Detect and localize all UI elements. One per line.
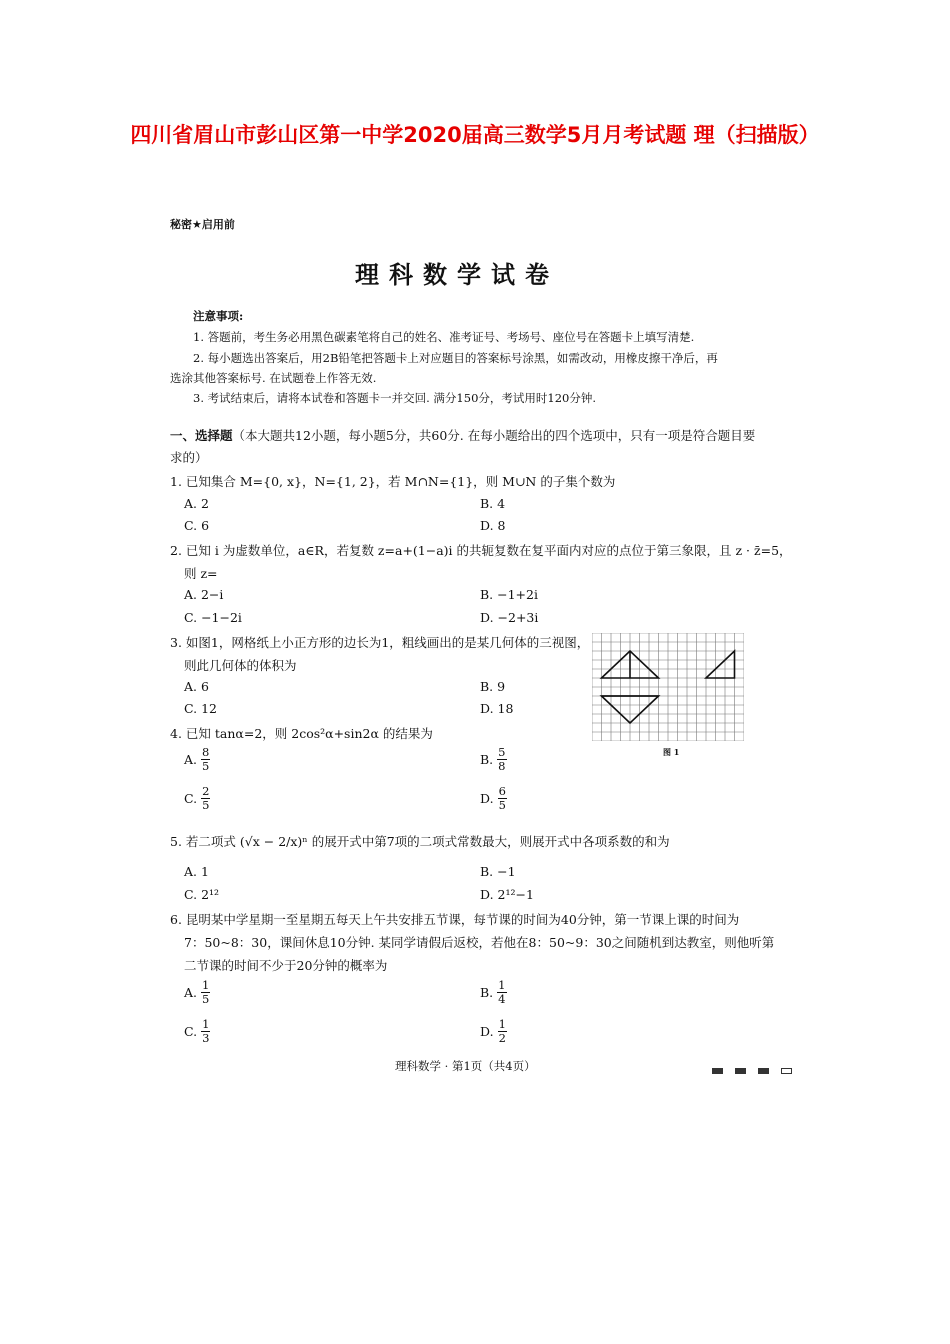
q6-option-a-num: 1 [202,978,210,992]
section1-desc-cont: 求的） [170,450,208,465]
grid-lines [592,633,744,741]
notice-heading: 注意事项: [193,309,244,323]
hollow-square-icon [781,1068,792,1074]
q4-option-b-den: 8 [498,759,506,773]
notice-item-2-cont: 选涂其他答案标号. 在试题卷上作答无效. [170,371,377,385]
q6-option-d [480,1018,507,1045]
q1-stem: 1. 已知集合 M={0, x}，N={1, 2}，若 M∩N={1}，则 M∪N 的子集个数为 [170,474,616,489]
q6-option-d-letter: D. [480,1024,494,1039]
q4-option-c-letter: C. [184,791,198,806]
q3-stem: 3. 如图1，网格纸上小正方形的边长为1，粗线画出的是某几何体的三视图， [170,635,590,650]
q2-stem-cont: 则 z= [184,566,218,581]
section1-title [170,426,755,444]
q6-option-a-den: 5 [202,992,210,1006]
q2-stem: 2. 已知 i 为虚数单位，a∈R，若复数 z=a+(1−a)i 的共轭复数在复平面内对应的点位于第三象限，且 z · z̄=5， [170,543,792,558]
q5-binomial-expression: (√x − 2/x)ⁿ [239,834,308,849]
q4-option-a-den: 5 [202,759,210,773]
filled-square-icon [735,1068,746,1074]
q2-option-b: B. −1+2i [480,587,538,602]
q3-option-a: A. 6 [184,679,209,694]
q5-option-a: A. 1 [184,864,209,879]
q6-option-b [480,979,507,1006]
q6-option-b-fraction [497,979,506,1006]
q6-option-b-letter: B. [480,985,494,1000]
notice-item-2: 2. 每小题选出答案后，用2B铅笔把答题卡上对应题目的答案标号涂黑，如需改动，用橡皮擦干净后，再 [193,351,718,365]
q4-option-b-letter: B. [480,752,494,767]
q4-stem: 4. 已知 tanα=2，则 2cos²α+sin2α 的结果为 [170,726,433,741]
q1-option-c: C. 6 [184,518,210,533]
q3-option-b: B. 9 [480,679,506,694]
section1-desc: （本大题共12小题，每小题5分，共60分. 在每小题给出的四个选项中，只有一项是符合题目要 [232,428,756,443]
q1-option-a: A. 2 [184,496,209,511]
q5-stem-prefix: 5. 若二项式 [170,834,236,849]
q3-option-c: C. 12 [184,701,217,716]
notice-item-3: 3. 考试结束后，请将本试卷和答题卡一并交回. 满分150分，考试用时120分钟. [193,391,596,405]
q6-option-c-fraction [201,1018,210,1045]
q4-option-d-letter: D. [480,791,494,806]
q6-option-d-num: 1 [498,1017,506,1031]
side-view-triangle [706,651,735,678]
footer-page-markers [712,1062,804,1077]
q6-option-c [184,1018,210,1045]
q5-option-c: C. 2¹² [184,887,220,902]
q5-stem-suffix: 的展开式中第7项的二项式常数最大，则展开式中各项系数的和为 [311,834,670,849]
q4-option-b [480,746,507,773]
q1-option-b: B. 4 [480,496,506,511]
q1-option-d: D. 8 [480,518,506,533]
q6-option-c-num: 1 [202,1017,210,1031]
q4-option-a-num: 8 [202,745,210,759]
q4-option-b-fraction [497,746,506,773]
q5-stem [170,832,670,850]
q4-option-c [184,785,210,812]
q6-option-a-fraction [201,979,210,1006]
q6-option-a-letter: A. [184,985,198,1000]
scanned-exam-page [150,200,792,1090]
q3-option-d: D. 18 [480,701,514,716]
q6-stem: 6. 昆明某中学星期一至星期五每天上午共安排五节课，每节课的时间为40分钟，第一节课上课的时间为 [170,912,740,927]
q6-option-d-den: 2 [498,1031,506,1045]
q4-option-d-num: 6 [498,784,506,798]
q4-option-c-num: 2 [202,784,210,798]
q6-option-b-den: 4 [498,992,506,1006]
q6-option-c-den: 3 [202,1031,210,1045]
secret-mark: 秘密★启用前 [170,218,235,231]
q6-stem-cont-2: 二节课的时间不少于20分钟的概率为 [184,958,388,973]
figure-caption: 图 1 [663,747,680,757]
q2-option-a: A. 2−i [184,587,224,602]
three-view-figure [592,633,744,741]
q4-option-c-fraction [201,785,210,812]
q2-option-d: D. −2+3i [480,610,539,625]
q6-option-c-letter: C. [184,1024,198,1039]
document-title: 四川省眉山市彭山区第一中学2020届高三数学5月月考试题 理（扫描版） [130,123,820,147]
q6-stem-cont-1: 7：50~8：30，课间休息10分钟. 某同学请假后返校，若他在8：50~9：30之间随机到达教室，则他听第 [184,935,775,950]
q4-option-a-fraction [201,746,210,773]
q6-option-a [184,979,210,1006]
q3-stem-cont: 则此几何体的体积为 [184,658,297,673]
q6-option-d-fraction [498,1018,507,1045]
q6-option-b-num: 1 [498,978,506,992]
q4-option-a [184,746,210,773]
q5-option-d: D. 2¹²−1 [480,887,534,902]
q4-option-d [480,785,507,812]
filled-square-icon [712,1068,723,1074]
filled-square-icon [758,1068,769,1074]
q4-option-d-fraction [498,785,507,812]
notice-item-1: 1. 答题前，考生务必用黑色碳素笔将自己的姓名、准考证号、考场号、座位号在答题卡上填写清楚. [193,330,695,344]
q2-option-c: C. −1−2i [184,610,242,625]
section1-heading: 一、选择题 [170,428,233,443]
exam-title: 理科数学试卷 [355,260,559,289]
q4-option-c-den: 5 [202,798,210,812]
q4-option-d-den: 5 [498,798,506,812]
q5-option-b: B. −1 [480,864,516,879]
q4-option-b-num: 5 [498,745,506,759]
page-footer: 理科数学 · 第1页（共4页） [395,1059,536,1073]
q4-option-a-letter: A. [184,752,198,767]
